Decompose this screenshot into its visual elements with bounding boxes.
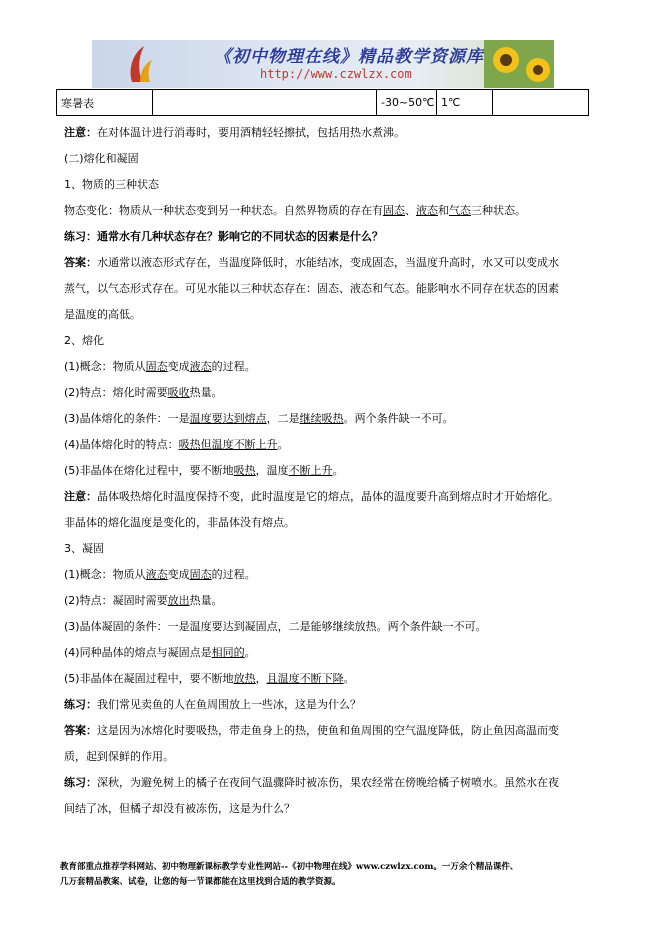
text-run: 变成 xyxy=(167,568,190,581)
list-item xyxy=(64,640,604,666)
answer-text: 这是因为冰熔化时要吸热，带走鱼身上的热，使鱼和鱼周围的空气温度降低，防止鱼因高温而变 xyxy=(97,724,559,737)
note-label: 注意： xyxy=(64,490,97,503)
document-body xyxy=(64,120,604,822)
section-heading: (二)熔化和凝固 xyxy=(64,152,139,165)
underlined-term: 相同的 xyxy=(211,646,245,659)
answer-line: 质，起到保鲜的作用。 xyxy=(64,750,174,763)
underlined-term: 吸热 xyxy=(233,464,256,477)
exercise-text: 通常水有几种状态存在？影响它的不同状态的因素是什么？ xyxy=(97,230,383,243)
answer-line xyxy=(64,718,604,744)
subsection-heading: 2、熔化 xyxy=(64,334,104,347)
table-cell-empty xyxy=(493,90,589,116)
note-text: 在对体温计进行消毒时，要用酒精轻轻擦拭，包括用热水煮沸。 xyxy=(97,126,405,139)
note-paragraph xyxy=(64,120,604,146)
list-item xyxy=(64,458,604,484)
text-run: 。 xyxy=(343,672,355,685)
table-cell-empty xyxy=(153,90,377,116)
underlined-term: 且温度 xyxy=(266,672,300,685)
text-run: 的过程。 xyxy=(211,568,256,581)
underlined-term: 固态 xyxy=(189,568,212,581)
text-run: ，二是 xyxy=(266,412,300,425)
exercise-question: 间结了冰，但橘子却没有被冻伤，这是为什么？ xyxy=(64,802,295,815)
table-cell-division: 1℃ xyxy=(437,90,493,116)
text-run: 。 xyxy=(244,646,256,659)
answer-label: 答案： xyxy=(64,724,97,737)
banner-title: 《初中物理在线》精品教学资源库 xyxy=(214,47,484,67)
answer-text: 水通常以液态形式存在，当温度降低时，水能结冰，变成固态，当温度升高时，水又可以变成水 xyxy=(97,256,559,269)
text-run: 物态变化：物质从一种状态变到另一种状态。自然界物质的存在有 xyxy=(64,204,383,217)
text-run: ，温度 xyxy=(255,464,289,477)
note-label: 注意： xyxy=(64,126,97,139)
underlined-term: 气态 xyxy=(449,204,471,217)
exercise-question xyxy=(64,224,604,250)
text-run: 三种状态。 xyxy=(471,204,526,217)
text-run: 。 xyxy=(277,438,289,451)
note-paragraph: 非晶体的熔化温度是变化的，非晶体没有熔点。 xyxy=(64,516,295,529)
exercise-label: 练习： xyxy=(64,698,97,711)
text-run: (2)特点：凝固时需要 xyxy=(64,594,168,607)
text-run: 。 xyxy=(332,464,344,477)
list-item xyxy=(64,432,604,458)
subsection-heading: 3、凝固 xyxy=(64,542,104,555)
text-run: 的过程。 xyxy=(211,360,256,373)
underlined-term: 固态 xyxy=(383,204,405,217)
list-item xyxy=(64,562,604,588)
underlined-term: 吸收 xyxy=(167,386,190,399)
table-row xyxy=(57,90,589,116)
list-item: (3)晶体凝固的条件：一是温度要达到凝固点，二是能够继续放热。两个条件缺一不可。 xyxy=(64,620,487,633)
text-run: 。两个条件缺一不可。 xyxy=(343,412,454,425)
text-run: (1)概念：物质从 xyxy=(64,568,146,581)
exercise-question xyxy=(64,770,604,796)
text-run: 、 xyxy=(405,204,416,217)
table-cell-name: 寒暑表 xyxy=(57,90,153,116)
text-run: (3)晶体熔化的条件：一是 xyxy=(64,412,190,425)
list-item xyxy=(64,406,604,432)
answer-line: 蒸气，以气态形式存在。可见水能以三种状态存在：固态、液态和气态。能影响水不同存在状态的因素 xyxy=(64,282,559,295)
underlined-term: 固态 xyxy=(145,360,168,373)
text-run: (4)同种晶体的熔点与凝固点是 xyxy=(64,646,212,659)
answer-line xyxy=(64,250,604,276)
banner-url[interactable]: http://www.czwlzx.com xyxy=(260,67,412,81)
note-paragraph xyxy=(64,484,604,510)
header-banner xyxy=(92,40,554,88)
table-cell-range: -30~50℃ xyxy=(377,90,437,116)
footer-line: 几万套精品教案、试卷，让您的每一节课都能在这里找到合适的教学资源。 xyxy=(60,877,341,887)
list-item xyxy=(64,354,604,380)
underlined-term: 不断上升 xyxy=(288,464,333,477)
site-logo-icon xyxy=(126,44,154,84)
text-run: (5)非晶体在凝固过程中，要不断地 xyxy=(64,672,234,685)
page-footer xyxy=(60,860,620,890)
list-item xyxy=(64,588,604,614)
note-text: 晶体吸热熔化时温度保持不变，此时温度是它的熔点，晶体的温度要升高到熔点时才开始熔化。 xyxy=(97,490,559,503)
list-item xyxy=(64,380,604,406)
underlined-term: 温度要达到熔点 xyxy=(189,412,267,425)
footer-line: 教育部重点推荐学科网站、初中物理新课标教学专业性网站--《初中物理在线》www.czwlzx.com。一万余个精品课件、 xyxy=(60,862,519,872)
underlined-term: 液态 xyxy=(189,360,212,373)
text-run: (5)非晶体在熔化过程中，要不断地 xyxy=(64,464,234,477)
answer-line: 是温度的高低。 xyxy=(64,308,141,321)
exercise-text: 我们常见卖鱼的人在鱼周围放上一些冰，这是为什么？ xyxy=(97,698,361,711)
text-run: 和 xyxy=(438,204,449,217)
answer-label: 答案： xyxy=(64,256,97,269)
thermometer-table xyxy=(56,89,589,116)
underlined-term: 继续吸热 xyxy=(299,412,344,425)
text-run: (4)晶体熔化时的特点： xyxy=(64,438,179,451)
text-run: 热量。 xyxy=(189,386,223,399)
text-run: (1)概念：物质从 xyxy=(64,360,146,373)
sunflower-image xyxy=(484,40,554,88)
underlined-term: 吸热但温度不断上升 xyxy=(178,438,278,451)
underlined-term: 放出 xyxy=(167,594,190,607)
exercise-label: 练习： xyxy=(64,776,97,789)
exercise-label: 练习： xyxy=(64,230,97,243)
text-run: ， xyxy=(255,672,267,685)
text-run: 热量。 xyxy=(189,594,223,607)
underlined-term: 放热 xyxy=(233,672,256,685)
underlined-term: 液态 xyxy=(145,568,168,581)
text-run: 变成 xyxy=(167,360,190,373)
underlined-term: 液态 xyxy=(416,204,438,217)
list-item xyxy=(64,666,604,692)
underlined-term: 不断下降 xyxy=(299,672,344,685)
definition-paragraph xyxy=(64,198,604,224)
text-run: (2)特点：熔化时需要 xyxy=(64,386,168,399)
exercise-question xyxy=(64,692,604,718)
subsection-heading: 1、物质的三种状态 xyxy=(64,178,159,191)
exercise-text: 深秋，为避免树上的橘子在夜间气温骤降时被冻伤，果农经常在傍晚给橘子树喷水。虽然水在夜 xyxy=(97,776,559,789)
